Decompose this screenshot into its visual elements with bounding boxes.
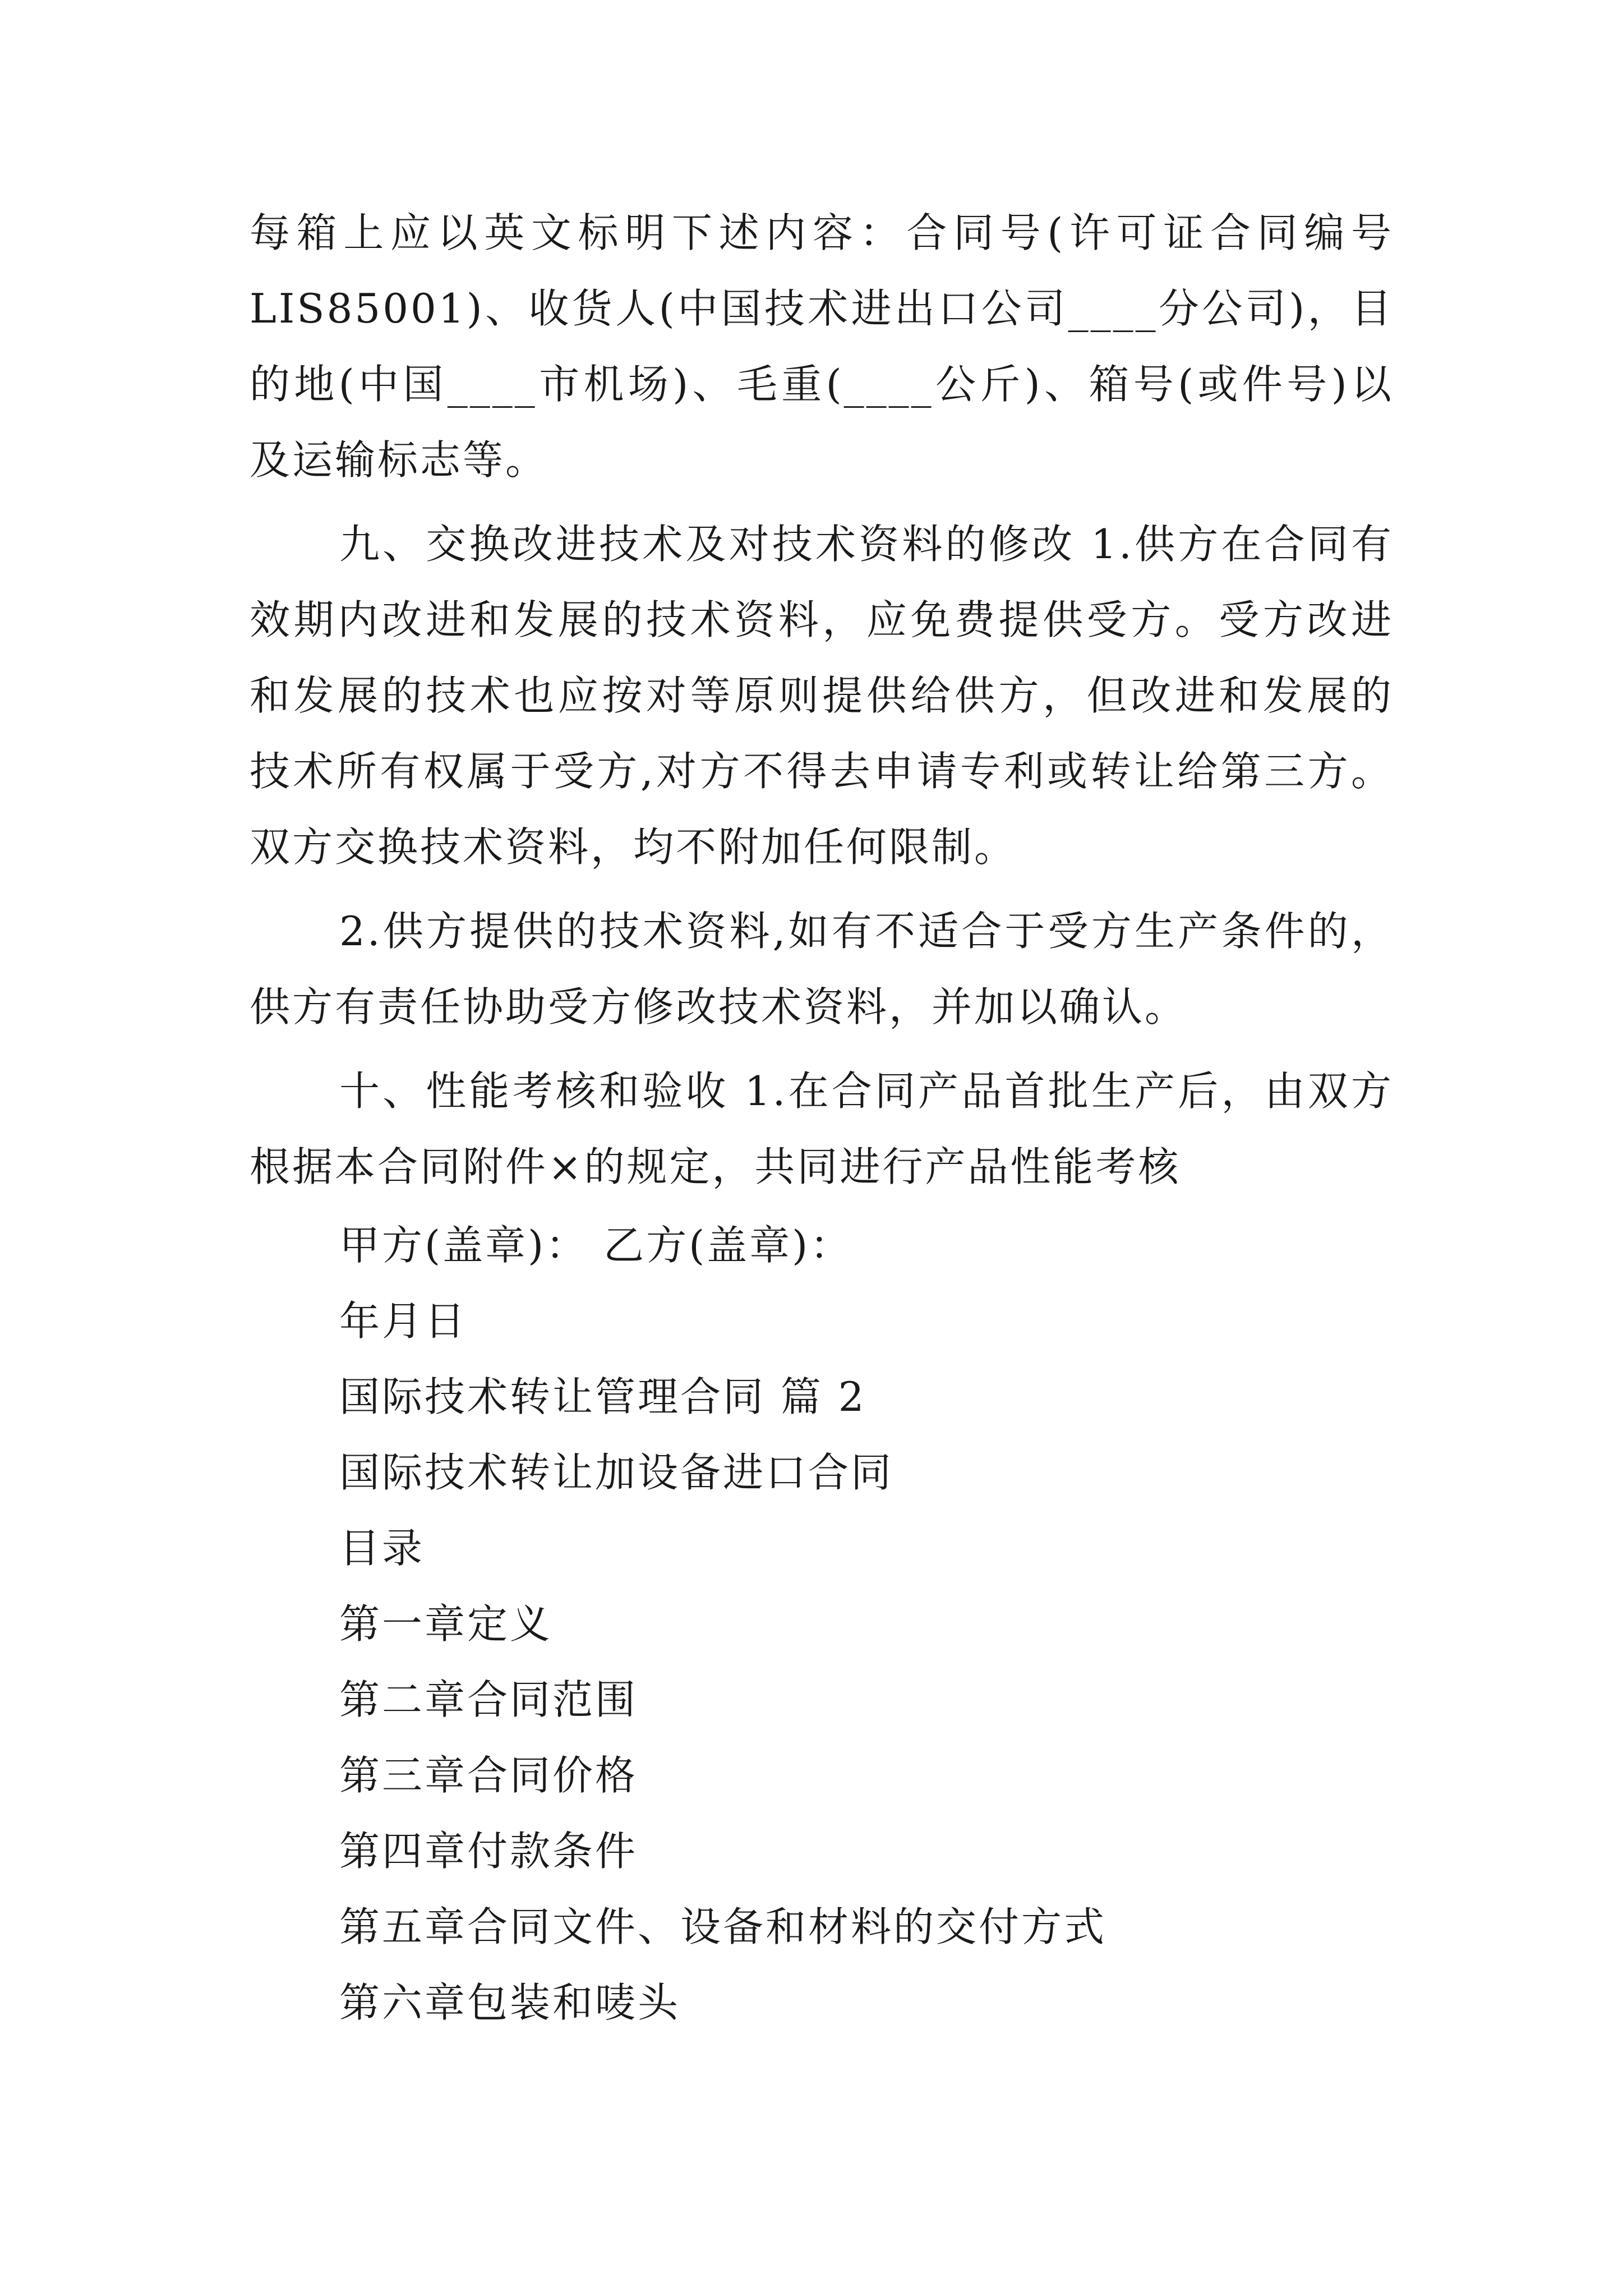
paragraph-line: 双方交换技术资料，均不附加任何限制。 — [250, 823, 1017, 871]
paragraph-line: 和发展的技术也应按对等原则提供给供方，但改进和发展的 — [250, 672, 1394, 719]
paragraph-line: 供方有责任协助受方修改技术资料，并加以确认。 — [250, 983, 1188, 1030]
paragraph-line: 的地(中国____市机场)、毛重(____公斤)、箱号(或件号)以 — [250, 361, 1394, 408]
toc-item: 第二章合同范围 — [339, 1676, 638, 1723]
signature-line: 甲方(盖章)： 乙方(盖章)： — [339, 1222, 853, 1269]
toc-heading: 目录 — [339, 1525, 425, 1572]
toc-item: 第三章合同价格 — [339, 1752, 638, 1799]
paragraph-line: 十、性能考核和验收 1.在合同产品首批生产后，由双方 — [339, 1068, 1394, 1115]
toc-item: 第五章合同文件、设备和材料的交付方式 — [339, 1903, 1107, 1950]
paragraph-line: 每箱上应以英文标明下述内容：合同号(许可证合同编号 — [250, 209, 1394, 256]
paragraph-line: 2.供方提供的技术资料,如有不适合于受方生产条件的， — [339, 908, 1394, 955]
paragraph-line: 技术所有权属于受方,对方不得去申请专利或转让给第三方。 — [250, 748, 1394, 795]
paragraph-line: 及运输标志等。 — [250, 436, 548, 484]
toc-item: 第四章付款条件 — [339, 1828, 638, 1875]
contract-title: 国际技术转让加设备进口合同 — [339, 1449, 894, 1496]
paragraph-line: 九、交换改进技术及对技术资料的修改 1.供方在合同有 — [339, 521, 1394, 568]
toc-item: 第一章定义 — [339, 1600, 553, 1648]
toc-item: 第六章包装和唛头 — [339, 1979, 681, 2026]
paragraph-line: 效期内改进和发展的技术资料，应免费提供受方。受方改进 — [250, 596, 1394, 643]
paragraph-line: 根据本合同附件×的规定，共同进行产品性能考核 — [250, 1143, 1181, 1190]
date-line: 年月日 — [339, 1297, 468, 1345]
section-heading: 国际技术转让管理合同 篇 2 — [339, 1373, 866, 1420]
paragraph-line: LIS85001)、收货人(中国技术进出口公司____分公司)，目 — [250, 285, 1394, 332]
